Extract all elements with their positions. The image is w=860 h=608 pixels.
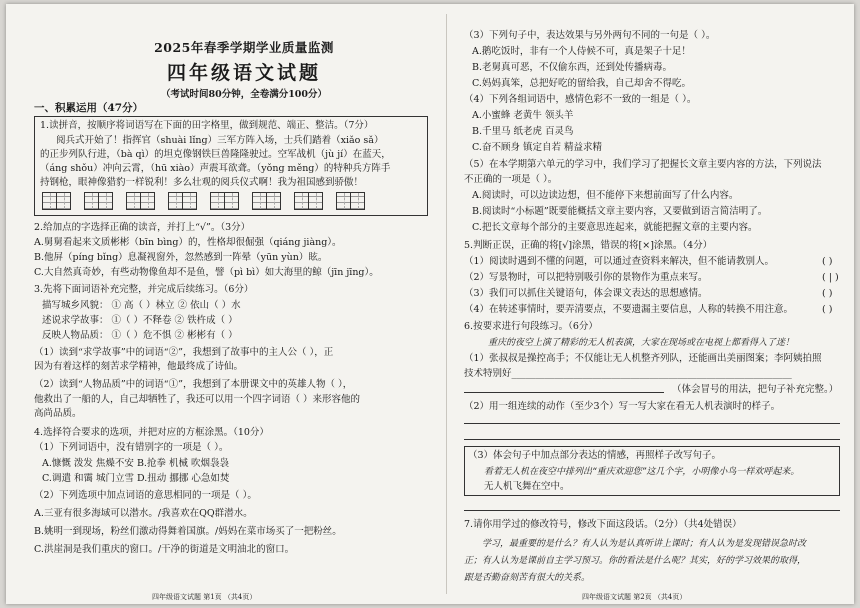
q1-line: 的正步列队行进，（bà qì）的坦克像钢铁巨兽隆隆驶过。空军战机（jù jí）在蓝天，: [40, 149, 391, 160]
writing-grid[interactable]: [42, 192, 70, 212]
q5-item: （3）我们可以抓住关键语句，体会课文表达的思想感情。: [464, 288, 708, 299]
q5-answer-paren[interactable]: ( | ): [822, 272, 839, 283]
answer-line[interactable]: [464, 439, 840, 440]
q4-sub1-options[interactable]: A.慷慨 泼发 焦燥不安 B.抢拳 机械 吹烟袅袅: [42, 458, 229, 469]
q7-passage[interactable]: 跟是否勤奋刻苦有很大的关系。: [464, 573, 591, 583]
q6-sub3-task: 无人机飞舞在空中。: [484, 481, 570, 492]
writing-grid[interactable]: [84, 192, 112, 212]
q5-item: （2）写景物时，可以把特别吸引你的景物作为重点来写。: [464, 272, 708, 283]
q1-line: 阅兵式开始了！指挥官（shuài lǐng）三军方阵入场，士兵们踏着（xiǎo sǎ）: [56, 135, 384, 146]
q4-sub5-cont: 不正确的一项是（ ）。: [464, 174, 558, 185]
q4-sub4-option-c[interactable]: C.奋不顾身 镇定自若 精益求精: [472, 142, 602, 153]
q4-sub2-option-b[interactable]: B.姚明一到现场，粉丝们激动得舞着国旗。/妈妈在菜市场买了一把粉丝。: [34, 526, 342, 537]
page-divider: [446, 14, 447, 594]
q4-sub5-option-a[interactable]: A.阅读时，可以边读边想，但不能停下来想前面写了什么内容。: [472, 190, 739, 201]
q6-passage: 重庆的夜空上演了精彩的无人机表演，大家在现场或在电视上都看得入了迷！: [488, 338, 795, 348]
q3-sub2-end: 高尚品质。: [34, 408, 82, 419]
q2-prompt: 2.给加点的字选择正确的读音，并打上“√”。（3分）: [34, 222, 251, 233]
q4-sub2-option-c[interactable]: C.洪崖洞是我们重庆的窗口。/干净的街道是文明油北的窗口。: [34, 544, 295, 555]
q5-prompt: 5.判断正误，正确的将[√]涂黑，错误的将[×]涂黑。（4分）: [464, 240, 713, 251]
q1-prompt: 1.读拼音，按顺序将词语写在下面的田字格里，做到规范、端正、整洁。（7分）: [40, 120, 374, 131]
answer-line[interactable]: [464, 510, 840, 511]
q4-sub4: （4）下列各组词语中，感情色彩不一致的一组是（ ）。: [464, 94, 697, 105]
writing-grid[interactable]: [126, 192, 154, 212]
page-1: [34, 4, 430, 604]
q4-sub3-option-b[interactable]: B.老舅真可恶，不仅偷东西，还到处传播病毒。: [472, 62, 673, 73]
q3-sub2-cont: 他救出了一船的人，自己却牺牲了，我还可以用一个四字词语（ ）来形容他的: [34, 394, 361, 405]
q5-answer-paren[interactable]: ( ): [822, 288, 833, 299]
q4-sub3-option-c[interactable]: C.妈妈真笨，总把好吃的留给我，自己却舍不得吃。: [472, 78, 691, 89]
q4-sub4-option-b[interactable]: B.千里马 纸老虎 百灵鸟: [472, 126, 574, 137]
q4-sub5-option-b[interactable]: B.阅读时“小标题”既要能概括文章主要内容，又要做到语言简洁明了。: [472, 206, 768, 217]
q6-sub3: （3）体会句子中加点部分表达的情感，再照样子改写句子。: [468, 450, 722, 461]
q3-row: 描写城乡风貌： ① 高（ ）林立 ② 依山（ ）水: [42, 300, 241, 311]
q3-row: 述说求学故事： ①（ ）不释卷 ② 铁杵成（ ）: [42, 315, 238, 326]
q4-sub1: （1）下列词语中，没有错别字的一项是（ ）。: [34, 442, 229, 453]
q4-sub3-option-a[interactable]: A.鹅吃饭时，非有一个人侍候不可，真是架子十足！: [472, 46, 691, 57]
q3-prompt: 3.先将下面词语补充完整，并完成后续练习。（6分）: [34, 284, 254, 295]
q1-line: （áng shǒu）冲向云霄，（hū xiào）声震耳欲聋。（yǒng měng）的特种兵方阵手: [40, 163, 391, 174]
writing-grid[interactable]: [294, 192, 322, 212]
q7-passage[interactable]: 学习，最重要的是什么？有人认为是认真听讲上课时；有人认为是发现错误急时改: [482, 539, 807, 549]
writing-grid-row: [42, 192, 422, 212]
q2-option-b[interactable]: B.他屏（píng bǐng）息凝视窗外，忽然感到一阵晕（yūn yùn）眩。: [34, 252, 328, 263]
q4-sub5: （5）在本学期第六单元的学习中，我们学习了把握长文章主要内容的方法，下列说法: [464, 159, 822, 170]
q7-prompt: 7.请你用学过的修改符号，修改下面这段话。（2分）（共4处错误）: [464, 519, 742, 530]
q4-sub4-option-a[interactable]: A.小蜜蜂 老黄牛 领头羊: [472, 110, 574, 121]
writing-grid[interactable]: [168, 192, 196, 212]
q2-option-c[interactable]: C.大自然真奇妙，有些动物像鱼却不是鱼，譬（pì bì）如大海里的鲸（jīn jīng）。: [34, 267, 379, 278]
q4-sub2-option-a[interactable]: A.三亚有很多海域可以潜水。/我喜欢在QQ群潜水。: [34, 508, 253, 519]
q7-passage[interactable]: 正；有人认为是课前自主学习预习。你的看法是什么呢？其实，好的学习效果的取得，: [464, 556, 807, 566]
answer-line[interactable]: [464, 392, 664, 393]
exam-main-title: 四年级语文试题: [166, 62, 321, 84]
q4-sub3: （3）下列句子中，表达效果与另外两句不同的一句是（ ）。: [464, 30, 716, 41]
q3-sub1-cont: 因为有着这样的刻苦求学精神，他最终成了诗仙。: [34, 361, 244, 372]
q4-sub5-option-c[interactable]: C.把长文章每个部分的主要意思连起来，就能把握文章的主要内容。: [472, 222, 758, 233]
q6-sub2: （2）用一组连续的动作（至少3个）写一写大家在看无人机表演时的样子。: [464, 401, 781, 412]
q3-row: 反映人物品质： ①（ ）危不惧 ② 彬彬有（ ）: [42, 330, 238, 341]
q5-item: （1）阅读时遇到不懂的问题，可以通过查资料来解决，但不能请教别人。: [464, 256, 775, 267]
page-footer: 四年级语文试题 第2页 （共4页）: [582, 593, 687, 601]
q5-answer-paren[interactable]: ( ): [822, 304, 833, 315]
q4-sub1-options[interactable]: C.调遣 和霭 城门立雪 D.扭动 挪挪 心急如焚: [42, 473, 230, 484]
q6-sub1-cont[interactable]: 技术特别好___________________________________________________________: [464, 368, 792, 379]
q3-sub2: （2）读到“人物品质”中的词语“①”，我想到了本册课文中的英雄人物（ ），: [34, 379, 353, 390]
q6-sub3-example: 看着无人机在夜空中排列出“重庆欢迎您”这几个字，小明像小鸟一样欢呼起来。: [484, 467, 800, 477]
writing-grid[interactable]: [252, 192, 280, 212]
q2-option-a[interactable]: A.舅舅看起来文质彬彬（bīn bìng）的，性格却很倔强（qiáng jiàng）。: [34, 237, 342, 248]
answer-line[interactable]: [464, 423, 840, 424]
q4-prompt: 4.选择符合要求的选项，并把对应的方框涂黑。（10分）: [34, 427, 269, 438]
writing-grid[interactable]: [210, 192, 238, 212]
page-2: [464, 4, 840, 604]
q6-sub1-hint: （体会冒号的用法，把句子补充完整。）: [672, 384, 839, 395]
q4-sub2: （2）下列选项中加点词语的意思相同的一项是（ ）。: [34, 490, 257, 501]
writing-grid[interactable]: [336, 192, 364, 212]
exam-note: （考试时间80分钟，全卷满分100分）: [160, 89, 328, 100]
exam-year-title: 2025年春季学期学业质量监测: [154, 40, 334, 55]
q3-sub1: （1）读到“求学故事”中的词语“②”，我想到了故事中的主人公（ ），正: [34, 347, 334, 358]
q6-prompt: 6.按要求进行句段练习。（6分）: [464, 321, 598, 332]
exam-sheet: [6, 4, 854, 604]
q5-answer-paren[interactable]: ( ): [822, 256, 833, 267]
page-footer: 四年级语文试题 第1页 （共4页）: [152, 593, 257, 601]
q5-item: （4）在转述事情时，要弄清要点，不要遗漏主要信息，人称的转换不用注意。: [464, 304, 794, 315]
section1-title: 一、积累运用（47分）: [34, 102, 144, 114]
q6-sub1: （1）张叔叔是操控高手；不仅能让无人机整齐列队，还能画出美丽图案；李阿姨拍照: [464, 353, 822, 364]
q1-line: 持钢枪，眼神像猎豹一样锐利！多么壮观的阅兵仪式啊！我为祖国感到骄傲！: [40, 177, 364, 188]
